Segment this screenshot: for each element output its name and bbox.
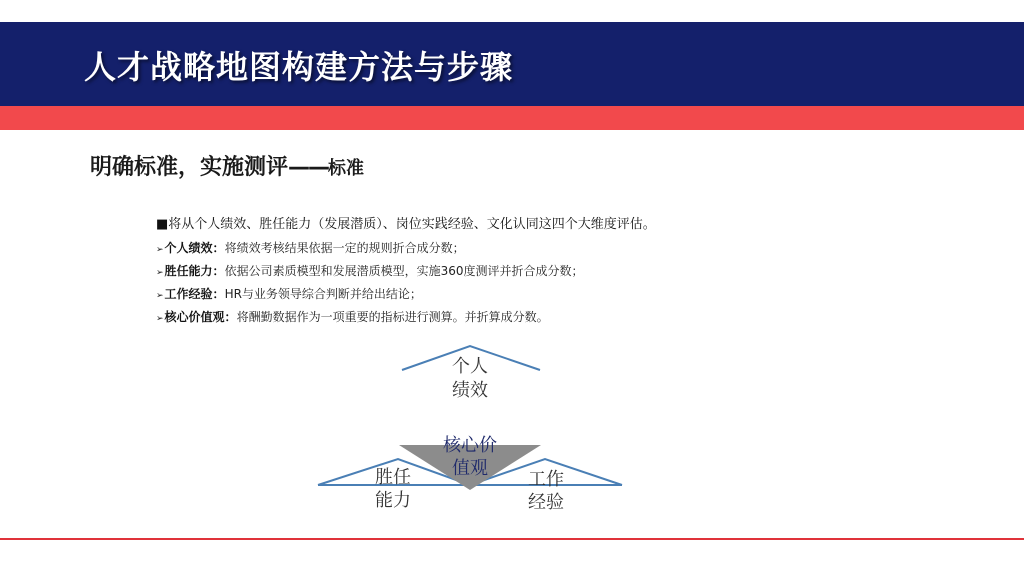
item-label: 工作经验： — [164, 287, 225, 301]
top-label-line2: 绩效 — [452, 380, 488, 401]
arrow-bullet-icon: ➢ — [156, 268, 164, 278]
right-label-line1: 工作 — [528, 469, 564, 490]
item-text: HR与业务领导综合判断并给出结论； — [224, 287, 422, 301]
subtitle-main: 明确标准，实施测评 — [90, 155, 289, 180]
left-label-line2: 能力 — [375, 490, 411, 511]
item-label: 胜任能力： — [164, 264, 225, 278]
bottom-divider — [0, 538, 1024, 540]
item-label: 个人绩效： — [164, 241, 225, 255]
intro-text: 将从个人绩效、胜任能力（发展潜质）、岗位实践经验、文化认同这四个大维度评估。 — [168, 217, 656, 232]
item-text: 将酬勤数据作为一项重要的指标进行测算。并折算成分数。 — [236, 310, 549, 324]
arrow-bullet-icon: ➢ — [156, 314, 164, 324]
right-label-line2: 经验 — [528, 492, 564, 513]
top-label-line1: 个人 — [452, 356, 488, 377]
left-label-line1: 胜任 — [375, 467, 411, 488]
subtitle-tag: 标准 — [328, 158, 365, 179]
item-label: 核心价值观： — [164, 310, 237, 324]
subtitle-dash: —— — [288, 155, 329, 180]
center-label-line1: 核心价 — [443, 435, 497, 456]
arrow-bullet-icon: ➢ — [156, 245, 164, 255]
item-text: 依据公司素质模型和发展潜质模型，实施360度测评并折合成分数； — [224, 264, 584, 278]
square-bullet-icon: ■ — [156, 217, 169, 232]
center-label-line2: 值观 — [452, 458, 488, 479]
item-text: 将绩效考核结果依据一定的规则折合成分数； — [224, 241, 465, 255]
arrow-bullet-icon: ➢ — [156, 291, 164, 301]
page-title: 人才战略地图构建方法与步骤 — [84, 48, 514, 86]
